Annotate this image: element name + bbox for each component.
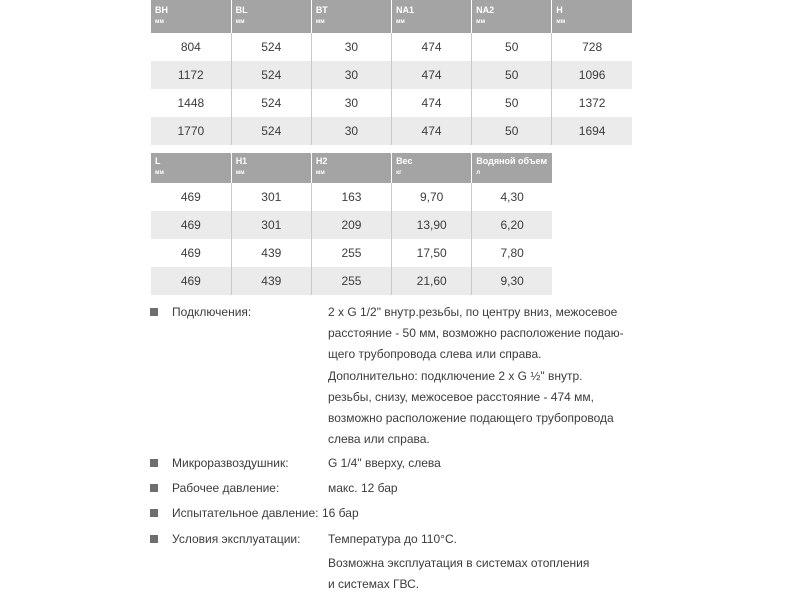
spec-value-line: щего трубопровода слева или справа.	[328, 347, 542, 361]
header-h2: H2 мм	[311, 153, 391, 183]
spec-label: Микроразвоздушник:	[172, 456, 289, 470]
spec-value-line: слева или справа.	[328, 432, 430, 446]
table-cell: 1694	[552, 117, 632, 145]
table-cell: 524	[231, 33, 311, 61]
table-cell: 469	[151, 211, 231, 239]
table-row	[151, 117, 632, 145]
table-cell: 30	[311, 117, 391, 145]
table-cell: 30	[311, 61, 391, 89]
spec-value-line: возможно расположение подающего трубопровода	[328, 411, 614, 425]
table-cell: 728	[582, 40, 603, 54]
table-row	[151, 33, 632, 61]
table-cell: 6,20	[472, 211, 552, 239]
table-cell: 163	[311, 183, 391, 211]
table-cell: 474	[391, 89, 471, 117]
table-cell: 209	[311, 211, 391, 239]
table-cell: 13,90	[392, 211, 472, 239]
table-cell: 524	[231, 89, 311, 117]
table-row	[151, 239, 552, 267]
table-cell: 1372	[578, 96, 606, 110]
table-row	[151, 89, 632, 117]
header-bh: BH мм	[151, 0, 231, 33]
table-cell: 1096	[552, 61, 632, 89]
table-cell: 301	[231, 211, 311, 239]
spec-label: Рабочее давление:	[172, 481, 280, 495]
spec-label: Подключения:	[172, 305, 252, 319]
dimensions-table	[151, 0, 632, 145]
square-bullet-icon	[150, 509, 158, 517]
table-cell: 474	[391, 33, 471, 61]
header-na2: NA2 мм	[472, 0, 552, 33]
spec-value-line: макс. 12 бар	[328, 481, 398, 495]
header-na1: NA1 мм	[391, 0, 471, 33]
header-weight: Вес кг	[392, 153, 472, 183]
table-cell: 1770	[151, 117, 231, 145]
table-cell: 524	[231, 61, 311, 89]
spec-label: Условия эксплуатации:	[172, 532, 301, 546]
table-cell: 7,80	[500, 246, 524, 260]
table-cell: 439	[231, 239, 311, 267]
table-cell: 9,70	[392, 183, 472, 211]
table-row	[151, 183, 552, 211]
spec-value-line: расстояние - 50 мм, возможно расположение подаю-	[328, 326, 624, 340]
table-cell: 50	[472, 33, 552, 61]
spec-value-line: и системах ГВС.	[328, 577, 420, 591]
header-bt: BT мм	[311, 0, 391, 33]
table-cell: 4,30	[500, 190, 524, 204]
table-row	[151, 267, 552, 295]
spec-value-line: Дополнительно: подключение 2 x G ½" внутр.	[328, 369, 583, 383]
table-cell: 439	[231, 267, 311, 295]
table-cell: 804	[151, 33, 231, 61]
table-cell: 17,50	[392, 239, 472, 267]
table-cell: 50	[472, 117, 552, 145]
table-row	[151, 211, 552, 239]
header-h: H мм	[552, 0, 632, 33]
table-row	[151, 61, 632, 89]
spec-value-line: Температура до 110°C.	[328, 532, 457, 546]
table-cell: 1172	[151, 61, 231, 89]
header-h1: H1 мм	[231, 153, 311, 183]
table-cell: 21,60	[392, 267, 472, 295]
spec-value-line: 2 x G 1/2" внутр.резьбы, по центру вниз, межосевое	[328, 305, 618, 319]
spec-value-line: 16 бар	[322, 506, 359, 520]
table-cell: 255	[311, 239, 391, 267]
weights-table	[151, 153, 552, 295]
table-cell: 469	[151, 267, 231, 295]
table-cell: 474	[391, 117, 471, 145]
table-header-row	[151, 153, 552, 183]
square-bullet-icon	[150, 459, 158, 467]
table-cell: 50	[472, 89, 552, 117]
header-water-volume: Водяной объем л	[472, 153, 552, 183]
table-cell: 255	[311, 267, 391, 295]
table-cell: 469	[151, 239, 231, 267]
table-cell: 30	[311, 89, 391, 117]
table-cell: 30	[311, 33, 391, 61]
spec-value-line: Возможна эксплуатация в системах отопления	[328, 556, 590, 570]
square-bullet-icon	[150, 535, 158, 543]
square-bullet-icon	[150, 308, 158, 316]
header-l: L мм	[151, 153, 231, 183]
square-bullet-icon	[150, 484, 158, 492]
table-cell: 301	[231, 183, 311, 211]
spec-value-line: резьбы, снизу, межосевое расстояние - 474 мм,	[328, 390, 594, 404]
table-cell: 50	[472, 61, 552, 89]
table-cell: 9,30	[472, 267, 552, 295]
table-cell: 524	[231, 117, 311, 145]
spec-label: Испытательное давление:	[172, 506, 319, 520]
table-cell: 1448	[151, 89, 231, 117]
header-bl: BL мм	[231, 0, 311, 33]
table-cell: 469	[151, 183, 231, 211]
table-header-row	[151, 0, 632, 33]
table-cell: 474	[391, 61, 471, 89]
spec-value-line: G 1/4" вверху, слева	[328, 456, 441, 470]
